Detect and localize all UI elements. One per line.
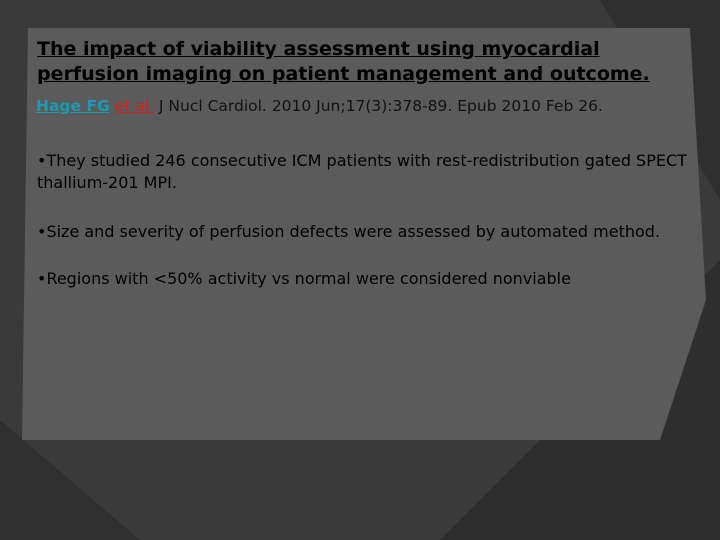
bullet-item: •They studied 246 consecutive ICM patients with rest-redistribution gated SPECT thallium-201 MPI. — [37, 151, 687, 192]
etal-link[interactable]: et al. — [114, 97, 154, 115]
bullet-item: •Regions with <50% activity vs normal were considered nonviable — [37, 269, 571, 288]
author-link[interactable]: Hage FG — [36, 97, 110, 115]
bullet-item: •Size and severity of perfusion defects were assessed by automated method. — [37, 222, 661, 241]
journal-reference: J Nucl Cardiol. 2010 Jun;17(3):378-89. Epub 2010 Feb 26. — [158, 97, 603, 115]
citation — [36, 96, 696, 116]
slide-title: The impact of viability assessment using myocardial perfusion imaging on patient management and outcome. — [37, 38, 650, 85]
